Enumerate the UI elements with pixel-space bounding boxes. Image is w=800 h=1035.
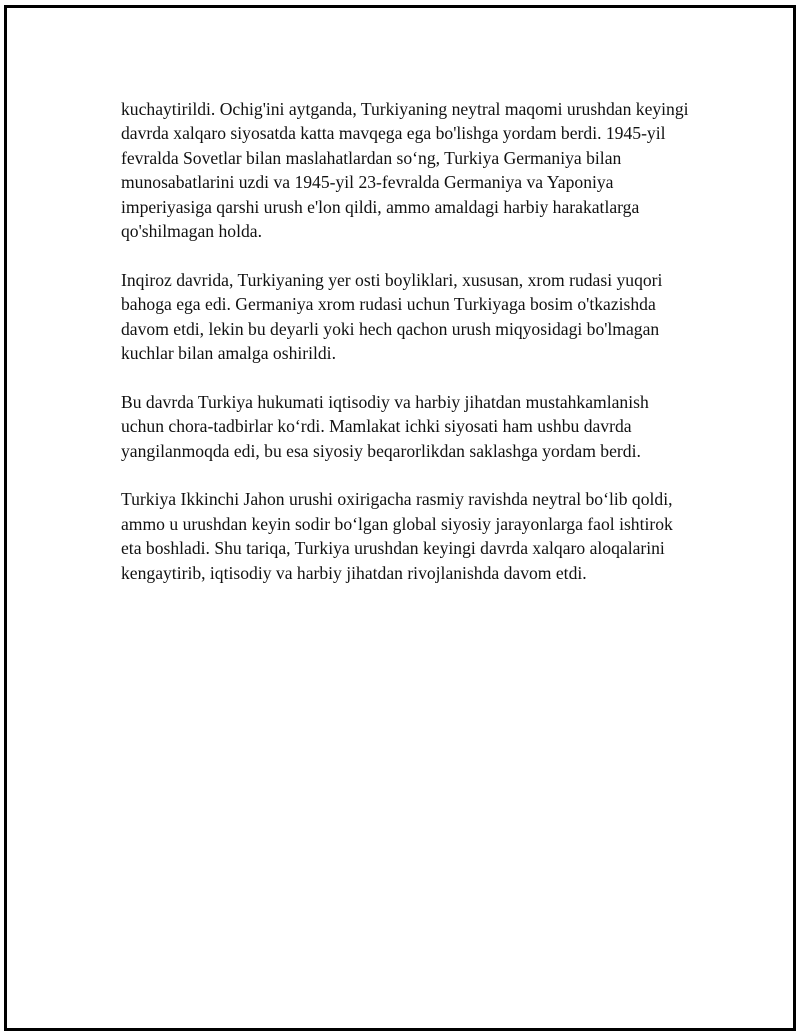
paragraph-2: Inqiroz davrida, Turkiyaning yer osti boyliklari, xususan, xrom rudasi yuqori bahoga ega edi. Germaniya xrom rudasi uchun Turkiyaga bosim o'tkazishda davom etdi, lekin bu deyarli yoki hech qachon urush miqyosidagi bo'lmagan kuchlar bilan amalga oshirildi. — [121, 269, 663, 364]
document-page — [4, 5, 796, 1031]
paragraph-3: Bu davrda Turkiya hukumati iqtisodiy va harbiy jihatdan mustahkamlanish uchun chora-tadbirlar ko‘rdi. Mamlakat ichki siyosati ham ushbu davrda yangilanmoqda edi, bu esa siyosiy beqarorlikdan saklashga yordam berdi. — [121, 391, 649, 461]
document-body — [121, 97, 691, 609]
paragraph-4: Turkiya Ikkinchi Jahon urushi oxirigacha rasmiy ravishda neytral bo‘lib qoldi, ammo u urushdan keyin sodir bo‘lgan global siyosiy jarayonlarga faol ishtirok eta boshladi. Shu tariqa, Turkiya urushdan keyingi davrda xalqaro aloqalarini kengaytirib, iqtisodiy va harbiy jihatdan rivojlanishda davom etdi. — [121, 489, 673, 583]
paragraph-1: kuchaytirildi. Ochig'ini aytganda, Turkiyaning neytral maqomi urushdan keyingi davrda xalqaro siyosatda katta mavqega ega bo'lishga yordam berdi. 1945-yil fevralda Sovetlar bilan maslahatlardan so‘ng, Turkiya Germaniya bilan munosabatlarini uzdi va 1945-yil 23-fevralda Germaniya va Yaponiya imperiyasiga qarshi urush e'lon qildi, ammo amaldagi harbiy harakatlarga qo'shilmagan holda. — [121, 99, 689, 242]
